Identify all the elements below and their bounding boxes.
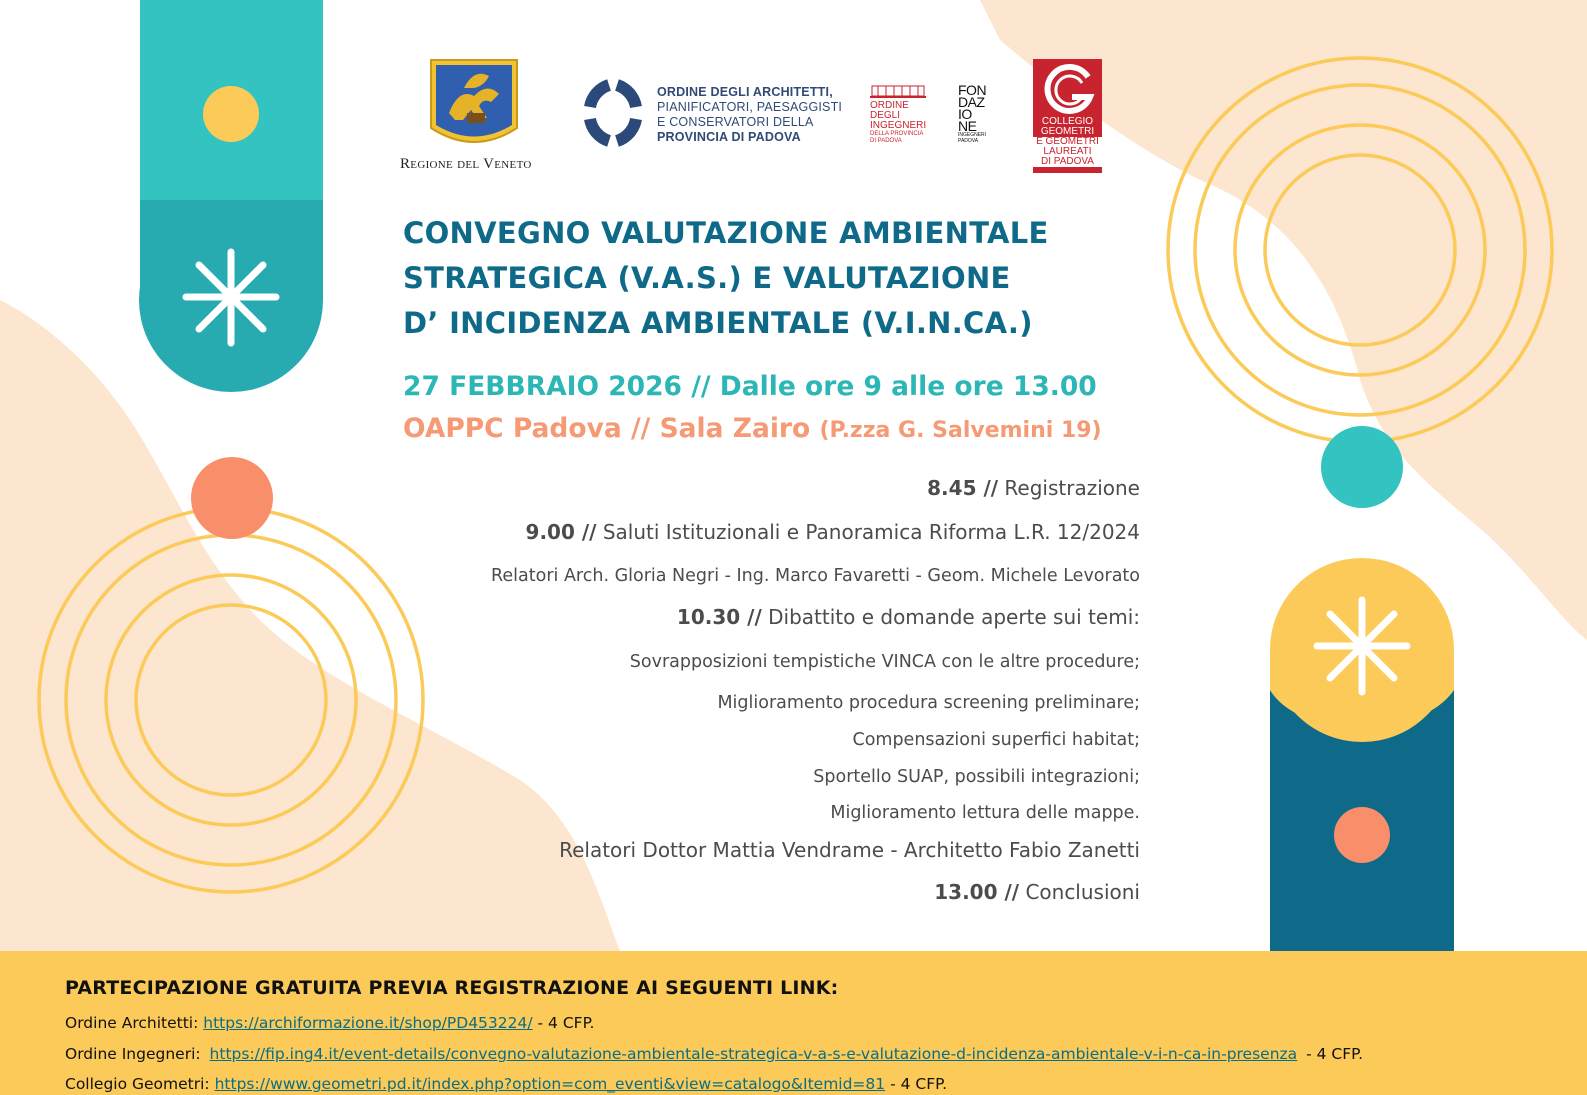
collegio-geometri-logo (1033, 59, 1102, 173)
geometri-line-4: LAUREATI (1033, 147, 1102, 157)
registration-footer (0, 951, 1587, 1095)
title-line-2: STRATEGICA (V.A.S.) E VALUTAZIONE (403, 261, 1011, 295)
program-topic: Sportello SUAP, possibili integrazioni; (813, 767, 1140, 787)
link-row-ingegneri (65, 1045, 1363, 1063)
program-item-registrazione (927, 476, 1140, 500)
ingegneri-registration-link[interactable]: https://fip.ing4.it/event-details/convegno-valutazione-ambientale-strategica-v-a-s-e-valutazione-d-incidenza-ambientale-v-i-n-ca-in-presenza (209, 1045, 1298, 1063)
ingegneri-line-3: INGEGNERI (870, 120, 927, 131)
link-credits: - 4 CFP. (537, 1014, 595, 1032)
footer-heading: PARTECIPAZIONE GRATUITA PREVIA REGISTRAZIONE AI SEGUENTI LINK: (65, 977, 839, 999)
lion-crest-icon (429, 58, 519, 152)
geometri-g-icon (1038, 63, 1098, 117)
link-label: Ordine Ingegneri: (65, 1045, 201, 1063)
title-line-3: D’ INCIDENZA AMBIENTALE (V.I.N.CA.) (403, 306, 1033, 340)
teal-dot-right (1321, 426, 1403, 508)
ingegneri-line-5: DI PADOVA (870, 138, 902, 144)
ordine-ingegneri-logo (870, 82, 930, 154)
asterisk-icon-left (186, 252, 276, 343)
geometri-line-1: COLLEGIO (1041, 116, 1094, 127)
asterisk-icon-right (1317, 600, 1407, 692)
fondazione-line-6: PADOVA (958, 138, 979, 144)
venue-address: (P.zza G. Salvemini 19) (819, 418, 1102, 443)
regione-veneto-logo (400, 58, 550, 176)
fondazione-line-4: NE (958, 118, 977, 134)
program-time: 8.45 // (927, 476, 999, 500)
architetti-line-4: PROVINCIA DI PADOVA (657, 130, 801, 144)
program-time: 10.30 // (676, 605, 762, 629)
ingegneri-line-4: DELLA PROVINCIA (870, 131, 924, 137)
architetti-registration-link[interactable]: https://archiformazione.it/shop/PD453224/ (203, 1014, 533, 1032)
title-line-1: CONVEGNO VALUTAZIONE AMBIENTALE (403, 216, 1049, 250)
geometri-line-5: DI PADOVA (1033, 157, 1102, 167)
event-title (403, 211, 1049, 346)
program-text: Conclusioni (1025, 880, 1140, 904)
fondazione-line-1: FON (958, 82, 987, 98)
ingegneri-line-1: ORDINE (870, 100, 909, 111)
orange-dot-right (1334, 807, 1390, 863)
link-row-architetti (65, 1014, 594, 1032)
architetti-line-2: PIANIFICATORI, PAESAGGISTI (657, 100, 843, 114)
program-topic: Miglioramento lettura delle mappe. (830, 803, 1140, 823)
program-item-saluti (526, 520, 1140, 544)
link-label: Collegio Geometri: (65, 1075, 210, 1093)
program-item-dibattito (677, 605, 1140, 629)
program-topic: Compensazioni superfici habitat; (852, 730, 1140, 750)
yellow-dot-left (203, 86, 259, 142)
program-topic: Sovrapposizioni tempistiche VINCA con le altre procedure; (629, 652, 1140, 672)
fondazione-line-3: IO (958, 106, 972, 122)
geometri-line-3: E GEOMETRI (1033, 137, 1102, 147)
veneto-caption: Regione del Veneto (400, 156, 532, 172)
link-row-geometri (65, 1075, 947, 1093)
architetti-ring-icon (582, 77, 644, 149)
orange-dot-left (191, 457, 273, 539)
program-time: 9.00 // (525, 520, 597, 544)
link-credits: - 4 CFP. (1306, 1045, 1364, 1063)
venue-main: OAPPC Padova // Sala Zairo (403, 413, 811, 444)
architetti-line-1: ORDINE DEGLI ARCHITETTI, (657, 85, 833, 99)
ingegneri-line-2: DEGLI (870, 110, 901, 121)
geometri-registration-link[interactable]: https://www.geometri.pd.it/index.php?option=com_eventi&view=catalogo&Itemid=81 (214, 1075, 886, 1093)
building-icon (870, 82, 926, 98)
program-item-conclusioni (934, 880, 1140, 904)
link-label: Ordine Architetti: (65, 1014, 199, 1032)
fondazione-line-5: INGEGNERI (958, 132, 987, 138)
program-text: Dibattito e domande aperte sui temi: (768, 605, 1140, 629)
program-text: Registrazione (1004, 476, 1140, 500)
geometri-line-2: GEOMETRI (1040, 126, 1095, 137)
program-relatori-1: Relatori Arch. Gloria Negri - Ing. Marco Favaretti - Geom. Michele Levorato (491, 566, 1140, 586)
event-date: 27 FEBBRAIO 2026 // Dalle ore 9 alle ore 13.00 (403, 371, 1097, 402)
fondazione-line-2: DAZ (958, 94, 985, 110)
event-venue (403, 413, 1102, 444)
architetti-line-3: E CONSERVATORI DELLA (657, 115, 814, 129)
program-topic: Miglioramento procedura screening preliminare; (717, 693, 1140, 713)
link-credits: - 4 CFP. (890, 1075, 948, 1093)
program-relatori-2: Relatori Dottor Mattia Vendrame - Architetto Fabio Zanetti (559, 838, 1140, 862)
program-time: 13.00 // (934, 880, 1020, 904)
ordine-architetti-logo (582, 77, 842, 153)
fondazione-logo (958, 84, 998, 150)
program-text: Saluti Istituzionali e Panoramica Riforma L.R. 12/2024 (602, 520, 1140, 544)
